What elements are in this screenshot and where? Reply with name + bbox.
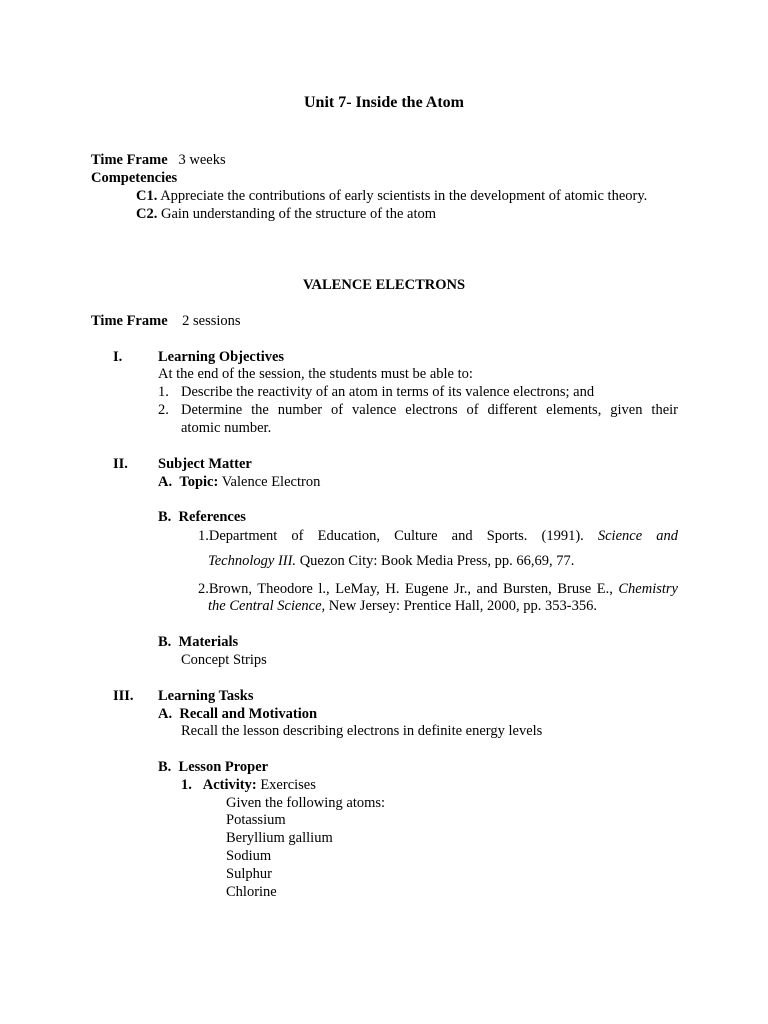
time-frame-value: 3 weeks xyxy=(178,152,226,168)
objective-2-line2: atomic number. xyxy=(181,420,272,436)
ref2-publisher: New Jersey: Prentice Hall, 2000, pp. 353-356. xyxy=(328,598,597,614)
objectives-intro: At the end of the session, the students must be able to: xyxy=(158,366,473,382)
time-frame-label: Time Frame xyxy=(91,152,168,168)
activity-line xyxy=(181,776,316,794)
reference-1-line2 xyxy=(208,552,574,570)
objectives-numeral xyxy=(113,348,122,366)
unit-time-frame xyxy=(91,151,226,169)
session-time-frame-value: 2 sessions xyxy=(182,313,241,329)
topic-label: Topic: xyxy=(179,474,219,490)
activity-label: Activity: xyxy=(202,777,257,793)
atoms-list xyxy=(226,811,526,901)
topic-letter: A. xyxy=(158,474,173,490)
atom-item: Potassium xyxy=(226,812,286,828)
learning-tasks-numeral xyxy=(113,687,134,705)
section-title: VALENCE ELECTRONS xyxy=(302,277,466,293)
objective-2-line1: Determine the number of valence electrons of different elements, given their xyxy=(181,402,678,418)
objectives-heading xyxy=(158,348,284,366)
lesson-letter: B. xyxy=(158,759,172,775)
objective-2-number: 2. xyxy=(158,402,169,418)
competency-c1 xyxy=(136,187,647,205)
materials-value: Concept Strips xyxy=(181,652,267,668)
subject-matter-heading-text: Subject Matter xyxy=(158,456,252,472)
subject-matter-heading xyxy=(158,455,252,473)
topic-line xyxy=(158,473,320,491)
atom-item: Sodium xyxy=(226,848,272,864)
given-atoms-text: Given the following atoms: xyxy=(226,795,386,811)
session-time-frame xyxy=(91,312,241,330)
references-heading xyxy=(158,508,246,526)
ref1-italic-title: Technology III. xyxy=(208,553,297,569)
atom-item: Chlorine xyxy=(226,884,277,900)
atom-item: Beryllium gallium xyxy=(226,830,333,846)
numeral-i: I. xyxy=(113,349,123,365)
competencies-label xyxy=(91,169,177,187)
ref1-italic: Science and xyxy=(597,528,678,544)
ref1-text: 1.Department of Education, Culture and Sports. (1991). xyxy=(198,528,584,544)
reference-2-line1 xyxy=(198,580,678,598)
objective-1-number: 1. xyxy=(158,384,169,400)
c2-text: Gain understanding of the structure of the atom xyxy=(160,206,437,222)
c1-text: Appreciate the contributions of early scientists in the development of atomic theory. xyxy=(160,188,648,204)
references-letter: B. xyxy=(158,509,172,525)
materials-heading xyxy=(158,633,238,651)
learning-tasks-heading-text: Learning Tasks xyxy=(158,688,254,704)
recall-heading xyxy=(158,705,317,723)
reference-2-line2 xyxy=(208,597,597,615)
ref1-publisher: Quezon City: Book Media Press, pp. 66,69, 77. xyxy=(299,553,575,569)
activity-value: Exercises xyxy=(260,777,316,793)
materials-letter: B. xyxy=(158,634,172,650)
recall-heading-text: Recall and Motivation xyxy=(179,706,318,722)
learning-tasks-heading xyxy=(158,687,254,705)
numeral-ii: II. xyxy=(113,456,128,472)
numeral-iii: III. xyxy=(113,688,134,704)
subject-matter-numeral xyxy=(113,455,128,473)
c1-label: C1. xyxy=(136,188,158,204)
reference-1-line1 xyxy=(198,527,678,545)
objectives-heading-text: Learning Objectives xyxy=(158,349,285,365)
recall-text: Recall the lesson describing electrons in definite energy levels xyxy=(181,723,543,739)
competency-c2 xyxy=(136,205,436,223)
references-heading-text: References xyxy=(178,509,246,525)
ref2-italic-title: the Central Science, xyxy=(208,598,326,614)
lesson-heading-text: Lesson Proper xyxy=(178,759,269,775)
objective-1-text: Describe the reactivity of an atom in terms of its valence electrons; and xyxy=(181,384,595,400)
recall-letter: A. xyxy=(158,706,173,722)
materials-heading-text: Materials xyxy=(178,634,239,650)
lesson-proper-heading xyxy=(158,758,268,776)
session-time-frame-label: Time Frame xyxy=(91,313,168,329)
c2-label: C2. xyxy=(136,206,158,222)
activity-number: 1. xyxy=(181,777,192,793)
atom-item: Sulphur xyxy=(226,866,272,882)
topic-value: Valence Electron xyxy=(221,474,321,490)
unit-title: Unit 7- Inside the Atom xyxy=(303,94,464,111)
ref2-text: 2.Brown, Theodore l., LeMay, H. Eugene Jr., and Bursten, Bruse E., xyxy=(198,581,613,597)
ref2-italic: Chemistry xyxy=(618,581,678,597)
competencies-heading: Competencies xyxy=(91,170,178,186)
